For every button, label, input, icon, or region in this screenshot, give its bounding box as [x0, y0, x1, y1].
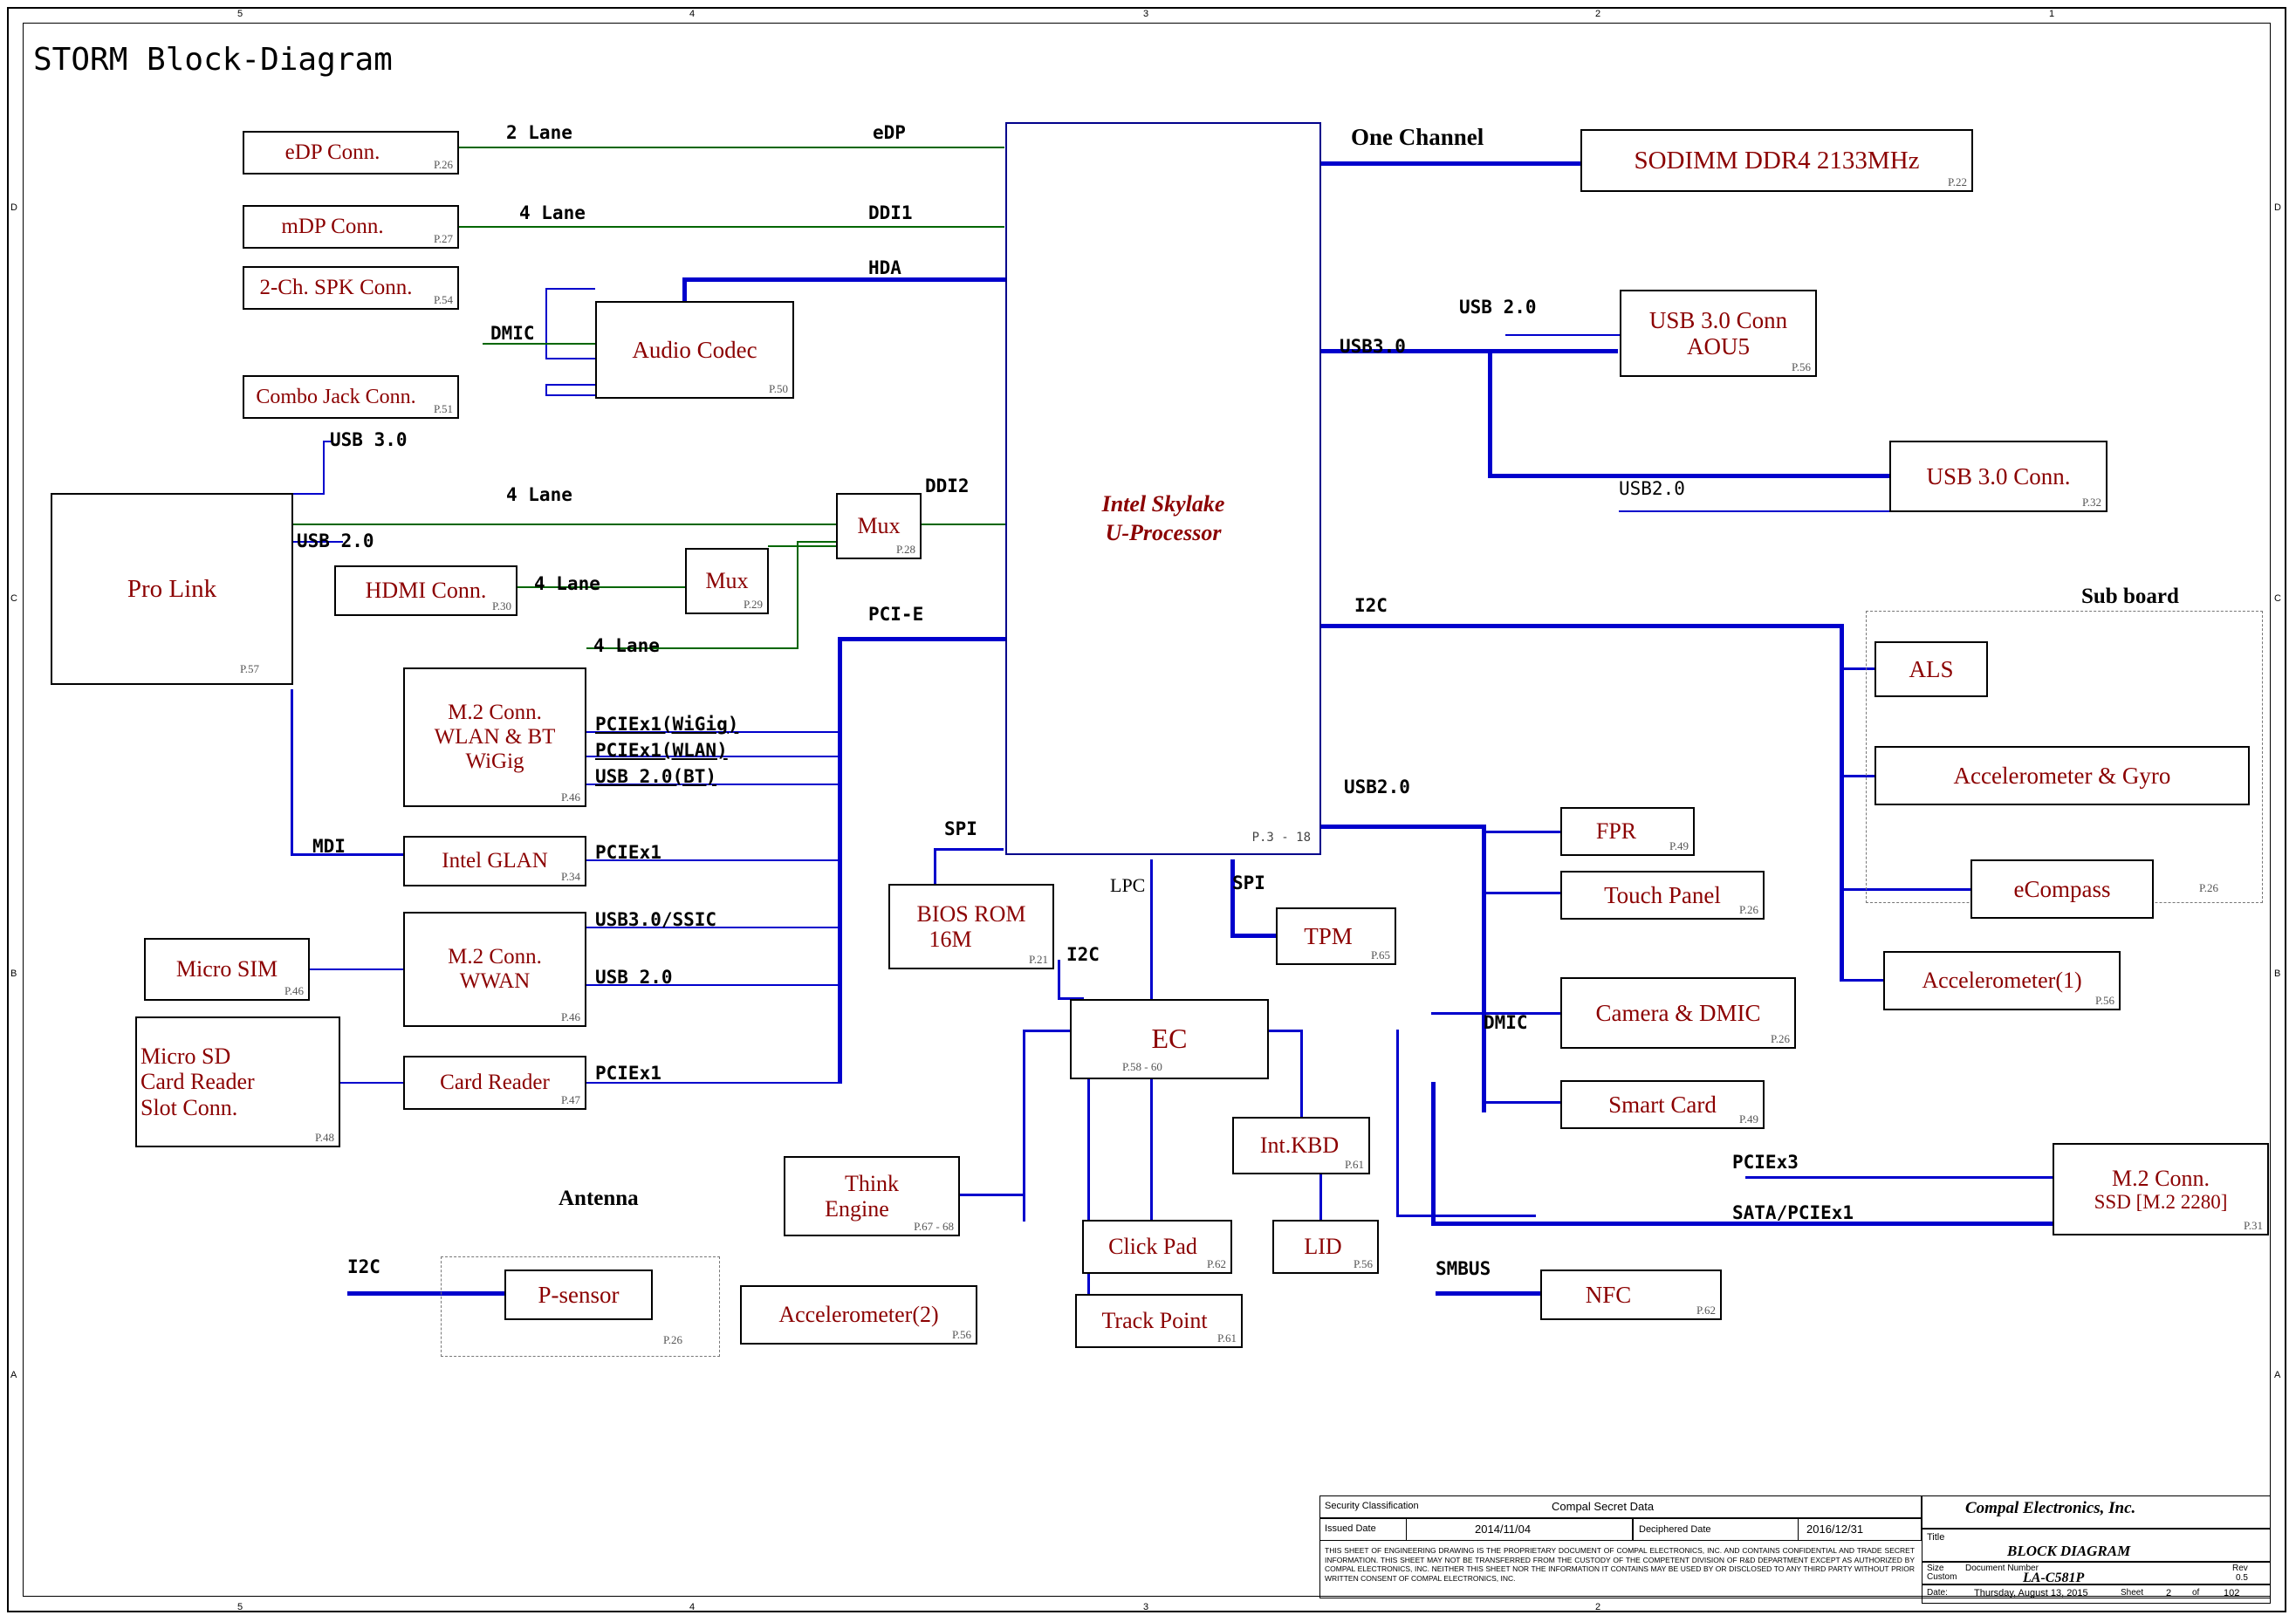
sodimm-box[interactable] [1580, 129, 1973, 192]
net-one-channel: One Channel [1351, 124, 1484, 150]
mux-28-box[interactable] [836, 493, 922, 559]
zone-top-2: 2 [1595, 9, 1601, 19]
usb3-conn-32-box[interactable] [1889, 441, 2108, 512]
net-hda: HDA [868, 257, 901, 278]
ecompass-box[interactable] [1970, 859, 2154, 919]
think-engine-label-2: Engine [825, 1196, 889, 1222]
zone-top-3: 3 [1143, 9, 1149, 19]
bios-rom-label-2: 16M [929, 927, 972, 952]
wire-spi-tpm-v [1230, 859, 1235, 938]
net-ddi1: DDI1 [868, 202, 913, 223]
edp-conn-page: P.26 [433, 158, 453, 172]
wire-usb20-smartcard [1482, 1101, 1560, 1104]
ec-page: P.58 - 60 [1122, 1060, 1162, 1074]
zone-bottom-5: 5 [237, 1602, 243, 1612]
combo-jack-label: Combo Jack Conn. [256, 385, 416, 408]
edp-conn-label: eDP Conn. [284, 140, 380, 164]
hdmi-conn-page: P.30 [491, 599, 511, 613]
net-sata-pcie: SATA/PCIEx1 [1732, 1202, 1854, 1223]
rev-label: Rev [2232, 1564, 2248, 1573]
think-engine-page: P.67 - 68 [914, 1220, 954, 1234]
lid-box[interactable] [1272, 1220, 1379, 1274]
net-pcie-x3: PCIEx3 [1732, 1152, 1799, 1173]
pro-link-page: P.57 [240, 662, 260, 676]
spk-conn-page: P.54 [433, 293, 453, 307]
wire-spk-h [545, 288, 595, 290]
zone-right-A: A [2274, 1370, 2281, 1380]
net-usb30-prolink: USB 3.0 [330, 429, 408, 450]
bios-rom-box[interactable] [888, 884, 1054, 969]
wire-usb20-mid-v [1482, 825, 1486, 1112]
zone-right-B: B [2274, 968, 2281, 979]
net-4-lane-m2: 4 Lane [593, 635, 660, 656]
net-pcie-glan: PCIEx1 [595, 842, 661, 863]
audio-codec-label: Audio Codec [632, 336, 757, 363]
zone-bottom-4: 4 [689, 1602, 696, 1612]
net-2-lane: 2 Lane [506, 122, 572, 143]
wire-ddi1 [456, 226, 1004, 228]
net-usb20-wwan: USB 2.0 [595, 967, 673, 988]
wire-ec-clickpad-v [1150, 1139, 1153, 1222]
micro-sd-box[interactable] [135, 1016, 340, 1147]
camera-dmic-page: P.26 [1770, 1032, 1790, 1046]
wire-combojack-v [545, 384, 547, 396]
zone-left-C: C [10, 593, 17, 604]
track-point-label: Track Point [1101, 1308, 1208, 1334]
m2-wwan-label-2: WWAN [459, 969, 531, 993]
fpr-label: FPR [1595, 818, 1637, 845]
wire-i2c-ec [1058, 960, 1060, 999]
usb3-conn-aou5-label-1: USB 3.0 Conn [1648, 306, 1788, 333]
zone-top-4: 4 [689, 9, 696, 19]
accelerometer1-page: P.56 [2094, 994, 2114, 1008]
nfc-box[interactable] [1540, 1270, 1722, 1320]
audio-codec-box[interactable] [595, 301, 794, 399]
tpm-box[interactable] [1276, 907, 1396, 965]
m2-ssd-page: P.31 [2243, 1219, 2263, 1233]
docnum-label: Document Number [1965, 1564, 2039, 1573]
cpu-name-line2: U-Processor [1105, 519, 1222, 545]
cpu-page: P.3 - 18 [1251, 831, 1311, 845]
fpr-box[interactable] [1560, 807, 1695, 856]
combo-jack-page: P.51 [433, 402, 453, 416]
card-reader-label: Card Reader [440, 1071, 550, 1094]
lid-page: P.56 [1353, 1257, 1373, 1271]
wire-ec-left-h [1023, 1030, 1070, 1032]
tpm-page: P.65 [1370, 948, 1390, 962]
lid-label: LID [1304, 1234, 1342, 1260]
zone-left-A: A [10, 1370, 17, 1380]
zone-bottom-2: 2 [1595, 1602, 1601, 1612]
wire-prolink-usb30-h2 [291, 493, 325, 495]
usb3-conn-32-page: P.32 [2081, 496, 2101, 510]
pro-link-box[interactable] [51, 493, 293, 685]
m2-wlan-page: P.46 [560, 790, 580, 804]
docnum-value: LA-C581P [2023, 1571, 2085, 1585]
usb3-conn-aou5-box[interactable] [1620, 290, 1817, 377]
int-kbd-label: Int.KBD [1259, 1133, 1340, 1159]
deciphered-date-label: Deciphered Date [1639, 1524, 1711, 1535]
wire-edp [456, 147, 1004, 148]
wire-ec-think-h [960, 1194, 1025, 1196]
mux-29-page: P.29 [743, 598, 763, 612]
p-sensor-box[interactable] [504, 1270, 653, 1320]
wire-spk [545, 288, 547, 358]
rev-value: 0.5 [2236, 1573, 2248, 1583]
antenna-page: P.26 [663, 1333, 683, 1346]
wire-mux29-mux28 [768, 545, 836, 547]
net-pcie-wigig: PCIEx1(WiGig) [595, 714, 739, 735]
zone-left-D: D [10, 202, 17, 213]
ecompass-label: eCompass [2013, 875, 2111, 902]
micro-sd-page: P.48 [314, 1131, 334, 1145]
smart-card-page: P.49 [1738, 1112, 1758, 1126]
als-box[interactable] [1874, 641, 1988, 697]
ec-box[interactable] [1070, 999, 1269, 1079]
zone-top-1: 1 [2049, 9, 2055, 19]
wire-usb20-fpr [1482, 831, 1560, 833]
click-pad-page: P.62 [1206, 1257, 1226, 1271]
date-value: Thursday, August 13, 2015 [1974, 1588, 2088, 1598]
wire-smbus [1436, 1291, 1540, 1296]
micro-sd-label-3: Slot Conn. [141, 1094, 238, 1120]
net-usb20-top: USB 2.0 [1459, 297, 1537, 318]
wire-sim-wwan [310, 968, 406, 970]
wire-4lane-top-mux28 [292, 524, 836, 525]
issued-date-value: 2014/11/04 [1475, 1523, 1532, 1536]
size-label: Size [1927, 1564, 1944, 1573]
combo-jack-box[interactable] [243, 375, 459, 419]
ec-label: EC [1151, 1023, 1188, 1055]
p-sensor-label: P-sensor [538, 1281, 620, 1308]
int-kbd-page: P.61 [1344, 1158, 1364, 1172]
think-engine-label-1: Think [844, 1170, 900, 1196]
micro-sim-box[interactable] [144, 938, 310, 1001]
net-edp: eDP [873, 122, 906, 143]
confidential-note: THIS SHEET OF ENGINEERING DRAWING IS THE PROPRIETARY DOCUMENT OF COMPAL ELECTRONICS, INC. AND CONTAINS CONFIDENTIAL AND TRADE SECRET INFORMATION. THIS SHEET MAY NOT BE TRANSFERRED FROM THE CUSTODY OF THE COMPETENT DIVISION OF R&D DEPARTMENT EXCEPT AS AUTHORIZED BY COMPAL ELECTRONICS, INC. NEITHER THIS SHEET NOR THE INFORMATION IT CONTAINS MAY BE USED BY OR DISCLOSED TO ANY THIRD PARTY WITHOUT PRIOR WRITTEN CONSENT OF COMPAL ELECTRONICS, INC. [1325, 1546, 1915, 1583]
net-dmic-cam: DMIC [1484, 1012, 1528, 1033]
nfc-page: P.62 [1696, 1304, 1716, 1317]
m2-wlan-label-2: WLAN & BT [434, 725, 556, 749]
wire-m2-mux28-v [797, 541, 798, 649]
spk-conn-box[interactable] [243, 266, 459, 310]
wire-one-channel [1320, 161, 1580, 166]
wire-usb20-aou5 [1505, 334, 1620, 336]
cpu-name [1007, 490, 1319, 547]
micro-sd-label-1: Micro SD [141, 1044, 231, 1070]
net-pcie-cardreader: PCIEx1 [595, 1063, 661, 1084]
micro-sim-page: P.46 [284, 984, 304, 998]
mux-28-label: Mux [857, 513, 901, 539]
wire-spi-bios-h [934, 848, 1004, 851]
net-lpc: LPC [1110, 874, 1146, 896]
security-classification-label: Security Classification [1325, 1501, 1419, 1511]
net-4-lane-mux28: 4 Lane [506, 484, 572, 505]
net-4-lane-mux29: 4 Lane [534, 573, 600, 594]
micro-sd-label-2: Card Reader [141, 1069, 255, 1095]
wire-i2c-accel1 [1840, 979, 1883, 982]
usb3-conn-aou5-page: P.56 [1791, 360, 1811, 374]
wire-combojack-h2 [545, 384, 596, 386]
edp-conn-box[interactable] [243, 131, 459, 175]
camera-dmic-label: Camera & DMIC [1595, 999, 1761, 1026]
of-label: of [2192, 1588, 2200, 1598]
mdp-conn-page: P.27 [433, 232, 453, 246]
wire-i2c-bus-v [1840, 624, 1844, 982]
wire-ec-nfc-v [1396, 1030, 1399, 1217]
wire-usb20-touch [1482, 892, 1560, 894]
wire-mux28-in [797, 541, 836, 543]
smart-card-box[interactable] [1560, 1080, 1765, 1129]
micro-sim-label: Micro SIM [175, 956, 278, 982]
net-pcie-wlan: PCIEx1(WLAN) [595, 740, 728, 761]
bios-rom-page: P.21 [1028, 953, 1048, 967]
page-title: STORM Block-Diagram [33, 42, 393, 78]
sub-board-label: Sub board [2081, 585, 2179, 608]
m2-ssd-label-1: M.2 Conn. [2112, 1165, 2210, 1191]
think-engine-box[interactable] [784, 1156, 960, 1236]
mux-28-page: P.28 [895, 543, 915, 557]
intel-glan-page: P.34 [560, 870, 580, 884]
m2-wwan-box[interactable] [403, 912, 586, 1027]
pro-link-label: Pro Link [127, 574, 217, 603]
mux-29-label: Mux [705, 568, 749, 594]
wire-usb20-right [1619, 510, 1889, 512]
wire-spk-h2 [545, 358, 595, 359]
intel-glan-label: Intel GLAN [442, 849, 548, 873]
accelerometer1-box[interactable] [1883, 951, 2121, 1010]
title-value: BLOCK DIAGRAM [2007, 1543, 2131, 1559]
wire-mux28-cpu [921, 524, 1005, 525]
m2-wlan-label-1: M.2 Conn. [448, 701, 542, 724]
net-usb30-cpu: USB3.0 [1340, 336, 1406, 357]
net-dmic-codec: DMIC [490, 323, 535, 344]
int-kbd-box[interactable] [1232, 1117, 1370, 1174]
bios-rom-label-1: BIOS ROM [916, 900, 1026, 927]
net-usb20-right: USB2.0 [1619, 478, 1685, 499]
deciphered-date-value: 2016/12/31 [1806, 1523, 1864, 1536]
net-spi-tpm: SPI [1232, 873, 1265, 893]
cpu-name-line1: Intel Skylake [1101, 491, 1225, 517]
card-reader-box[interactable] [403, 1056, 586, 1110]
cpu-block [1005, 122, 1321, 855]
touch-panel-label: Touch Panel [1604, 881, 1721, 908]
wire-combojack [545, 394, 596, 396]
zone-top-5: 5 [237, 9, 243, 19]
date-label: Date: [1927, 1588, 1948, 1598]
click-pad-label: Click Pad [1108, 1234, 1197, 1260]
hdmi-conn-label: HDMI Conn. [365, 578, 487, 604]
wire-prolink-usb30-v [323, 441, 325, 493]
net-usb20-bt: USB 2.0(BT) [595, 766, 717, 787]
m2-ssd-box[interactable] [2053, 1143, 2269, 1235]
accelerometer2-box[interactable] [740, 1285, 977, 1345]
net-usb20-prolink: USB 2.0 [297, 530, 374, 551]
sodimm-page: P.22 [1947, 175, 1967, 189]
mdp-conn-label: mDP Conn. [281, 215, 384, 238]
wire-spi-tpm-h [1230, 934, 1276, 938]
wire-usb30-down-h [1488, 474, 1889, 478]
sub-board-page: P.26 [2199, 881, 2219, 894]
zone-right-D: D [2274, 202, 2281, 213]
wire-usb20-mid-h [1320, 825, 1486, 829]
wire-ssd-v [1431, 1082, 1436, 1223]
wire-dmic-cam [1431, 1012, 1485, 1015]
mux-29-box[interactable] [685, 548, 769, 614]
camera-dmic-box[interactable] [1560, 977, 1796, 1049]
m2-wlan-box[interactable] [403, 667, 586, 807]
sheet-label: Sheet [2121, 1588, 2144, 1598]
accelerometer1-label: Accelerometer(1) [1922, 968, 2082, 994]
company-name: Compal Electronics, Inc. [1965, 1499, 2136, 1517]
sodimm-label: SODIMM DDR4 2133MHz [1634, 146, 1920, 175]
wire-spi-bios-v [934, 848, 936, 885]
wire-usb30-down-v [1488, 349, 1492, 478]
tpm-label: TPM [1304, 922, 1353, 949]
audio-codec-page: P.50 [768, 382, 788, 396]
net-i2c-psensor: I2C [347, 1256, 380, 1277]
net-spi-bios: SPI [944, 818, 977, 839]
usb3-conn-32-label: USB 3.0 Conn. [1926, 462, 2071, 489]
accelerometer2-page: P.56 [951, 1328, 971, 1342]
card-reader-page: P.47 [560, 1093, 580, 1107]
hdmi-conn-box[interactable] [334, 565, 517, 616]
m2-wlan-label-3: WiGig [465, 749, 524, 773]
zone-right-C: C [2274, 593, 2281, 604]
net-smbus: SMBUS [1436, 1258, 1491, 1279]
wire-ec-nfc-h [1396, 1215, 1536, 1217]
wire-prolink-mdi-h [291, 853, 404, 856]
net-usb20-cpu-mid: USB2.0 [1344, 777, 1410, 797]
wire-prolink-mdi-v [291, 689, 293, 855]
zone-left-B: B [10, 968, 17, 979]
sheet-value: 2 [2166, 1588, 2172, 1598]
net-i2c-cpu: I2C [1354, 595, 1388, 616]
track-point-box[interactable] [1075, 1294, 1243, 1348]
usb3-conn-aou5-label-2: AOU5 [1687, 333, 1750, 359]
security-classification-value: Compal Secret Data [1552, 1500, 1655, 1513]
touch-panel-page: P.26 [1738, 903, 1758, 917]
title-label: Title [1927, 1532, 1945, 1543]
m2-wwan-page: P.46 [560, 1010, 580, 1024]
accel-gyro-box[interactable] [1874, 746, 2250, 805]
issued-date-label: Issued Date [1325, 1523, 1376, 1534]
wire-sd-cardreader [340, 1082, 406, 1084]
wire-ec-left-v [1023, 1030, 1025, 1222]
intel-glan-box[interactable] [403, 836, 586, 886]
mdp-conn-box[interactable] [243, 205, 459, 249]
track-point-page: P.61 [1217, 1331, 1237, 1345]
net-4-lane-ddi1: 4 Lane [519, 202, 586, 223]
accelerometer2-label: Accelerometer(2) [778, 1302, 939, 1328]
als-label: ALS [1909, 655, 1954, 682]
wire-pcie-bus-h [838, 637, 1005, 641]
nfc-label: NFC [1585, 1281, 1632, 1308]
click-pad-box[interactable] [1082, 1220, 1232, 1274]
wire-i2c-bus-h [1320, 624, 1844, 628]
wire-lpc [1150, 859, 1153, 999]
of-value: 102 [2224, 1588, 2240, 1598]
size-value: Custom [1927, 1572, 1957, 1582]
smart-card-label: Smart Card [1608, 1091, 1717, 1118]
net-i2c-ec: I2C [1066, 944, 1100, 965]
wire-hda-h [682, 277, 1005, 282]
zone-bottom-3: 3 [1143, 1602, 1149, 1612]
m2-ssd-label-2: SSD [M.2 2280] [2094, 1190, 2228, 1213]
m2-wwan-label-1: M.2 Conn. [448, 945, 542, 968]
wire-ssd-pcie3 [1745, 1176, 2053, 1179]
net-mdi: MDI [312, 836, 346, 857]
spk-conn-label: 2-Ch. SPK Conn. [259, 276, 413, 299]
net-pcie: PCI-E [868, 604, 924, 625]
accel-gyro-label: Accelerometer & Gyro [1953, 762, 2171, 789]
fpr-page: P.49 [1669, 839, 1689, 853]
antenna-label: Antenna [559, 1187, 639, 1210]
net-usb30-ssic: USB3.0/SSIC [595, 909, 717, 930]
touch-panel-box[interactable] [1560, 871, 1765, 920]
net-ddi2: DDI2 [925, 476, 970, 496]
